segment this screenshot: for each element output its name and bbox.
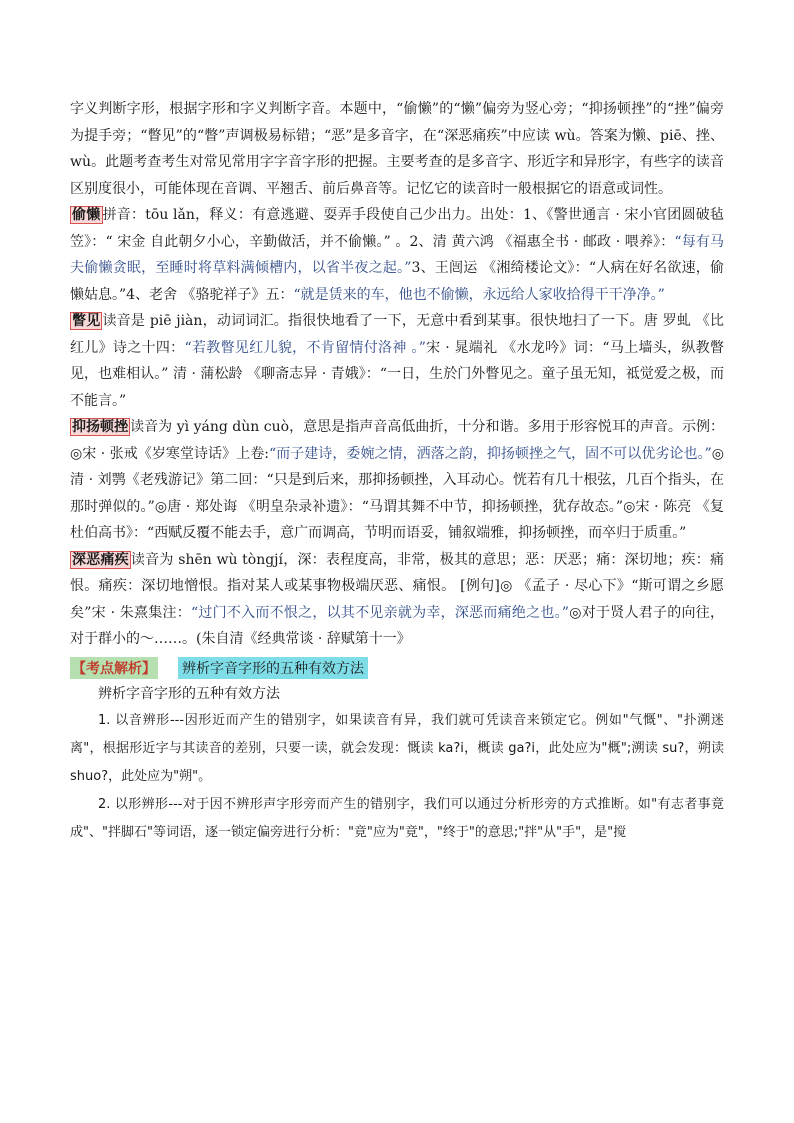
term-box: 瞥见 bbox=[72, 313, 101, 329]
entry-quote: “过门不入而不恨之，以其不见亲就为幸，深恶而痛绝之也。” bbox=[191, 604, 570, 621]
term-box: 深恶痛疾 bbox=[72, 551, 129, 568]
entry-text: ◎清 · 刘鹗《老残游记》第二回：“只是到后来，那抑扬顿挫，入耳动心。恍若有几十根弦，几百个指头，在那时弹似的。”◎唐 · 郑处诲 《明皇杂录补遗》：“马谓其舞不中节，抑扬顿挫，犹存故态。”◎宋 · 陈亮 《复杜伯高书》：“西赋反覆不能去手，意广而调高，节明而语妥，铺叙端雅，抑扬顿挫，而卒归于质重。” bbox=[70, 445, 724, 541]
entry-text: 读音为 shēn wù tòngjí，深：表程度高，非常，极其的意思；恶：厌恶；痛：深切地；疾：痛恨。痛疾：深切地憎恨。指对某人或某事物极端厌恶、痛恨。 [例句]◎ 《孟子 · 尽心下》“斯可谓之乡愿矣”宋 · 朱熹集注： bbox=[70, 551, 725, 621]
entry-text: ◎对于贤人君子的向往，对于群小的～……。(朱自清《经典常谈 · 辞赋第十一》 bbox=[70, 604, 724, 647]
entry-shenwutongji bbox=[70, 547, 724, 653]
document-page bbox=[70, 96, 724, 847]
subtitle: 辨析字音字形的五种有效方法 bbox=[98, 685, 280, 702]
method-1: 1. 以音辨形---因形近而产生的错别字，如果读音有异，我们就可凭读音来锁定它。例如"气慨"、"扑溯迷离"，根据形近字与其读音的差别，只要一读，就会发现：慨读 ka?i，概读 ga?i，此处应为"概";溯读 su?，朔读 shuo?，此处应为"朔"。 bbox=[70, 712, 724, 784]
entry-text: 宋 · 晁端礼 《水龙吟》词：“马上墙头，纵教瞥见，也难相认。” 清 · 蒲松龄 《聊斋志异 · 青娥》：“一日，生於门外瞥见之。童子虽无知，祗觉爱之极，而不能言。” bbox=[70, 339, 724, 409]
section-header bbox=[70, 655, 724, 681]
entry-quote: “每有马夫偷懒贪眠，至睡时将草料满倾槽内，以省半夜之起。” bbox=[70, 233, 724, 276]
entry-quote: “而子建诗，委婉之情，洒落之韵，抑扬顿挫之气，固不可以优劣论也。” bbox=[268, 445, 712, 462]
term-box: 偷懒 bbox=[72, 207, 101, 223]
entry-text: 读音为 yì yáng dùn cuò，意思是指声音高低曲折，十分和谐。多用于形容悦耳的声音。示例：◎宋 · 张戒《岁寒堂诗话》上卷: bbox=[70, 419, 724, 462]
entry-piejian bbox=[70, 308, 724, 414]
entry-quote: “就是赁来的车，他也不偷懒，永远给人家收拾得干干净净。” bbox=[293, 286, 665, 303]
term-box: 抑扬顿挫 bbox=[72, 419, 129, 435]
entry-toulan bbox=[70, 202, 724, 308]
intro-paragraph: 字义判断字形，根据字形和字义判断字音。本题中，“偷懒”的“懒”偏旁为竖心旁；“抑扬顿挫”的“挫”偏旁为提手旁；“瞥见”的“瞥”声调极易标错；“恶”是多音字，在“深恶痛疾”中应读 wù。答案为懒、piē、挫、wù。此题考查考生对常见常用字字音字形的把握。主要考查的是多音字、形近字和异形字，有些字的读音区别度很小，可能体现在音调、平翘舌、前后鼻音等。记忆它的读音时一般根据它的语意或词性。 bbox=[70, 101, 724, 197]
section-tag: 【考点解析】 bbox=[70, 657, 158, 679]
entry-text: 拼音：tōu lǎn，释义：有意逃避、耍弄手段使自己少出力。出处：1、《警世通言 · 宋小官团圆破毡笠》：“ 宋金 自此朝夕小心，辛勤做活，并不偷懒。” 。2、清 黄六鸿 《福惠全书 · 邮政 · 喂养》： bbox=[70, 207, 725, 250]
entry-text: 读音是 piē jiàn，动词词汇。指很快地看了一下，无意中看到某事。很快地扫了一下。唐 罗虬 《比红儿》诗之十四： bbox=[70, 313, 724, 356]
section-title: 辨析字音字形的五种有效方法 bbox=[178, 657, 368, 679]
entry-yiyangdunchuo bbox=[70, 414, 724, 547]
method-2: 2. 以形辨形---对于因不辨形声字形旁而产生的错别字，我们可以通过分析形旁的方式推断。如"有志者事竟成"、"拌脚石"等词语，逐一锁定偏旁进行分析："竟"应为"竟"，"终于"的意思;"拌"从"手"，是"搅 bbox=[70, 796, 724, 840]
entry-text: 3、王闿运 《湘绮楼论文》：“人病在好名欲速，偷懒姑息。”4、老舍 《骆驼祥子》五： bbox=[70, 260, 725, 303]
entry-quote: “若教瞥见红儿貌，不肯留情付洛神 。” bbox=[184, 339, 426, 356]
